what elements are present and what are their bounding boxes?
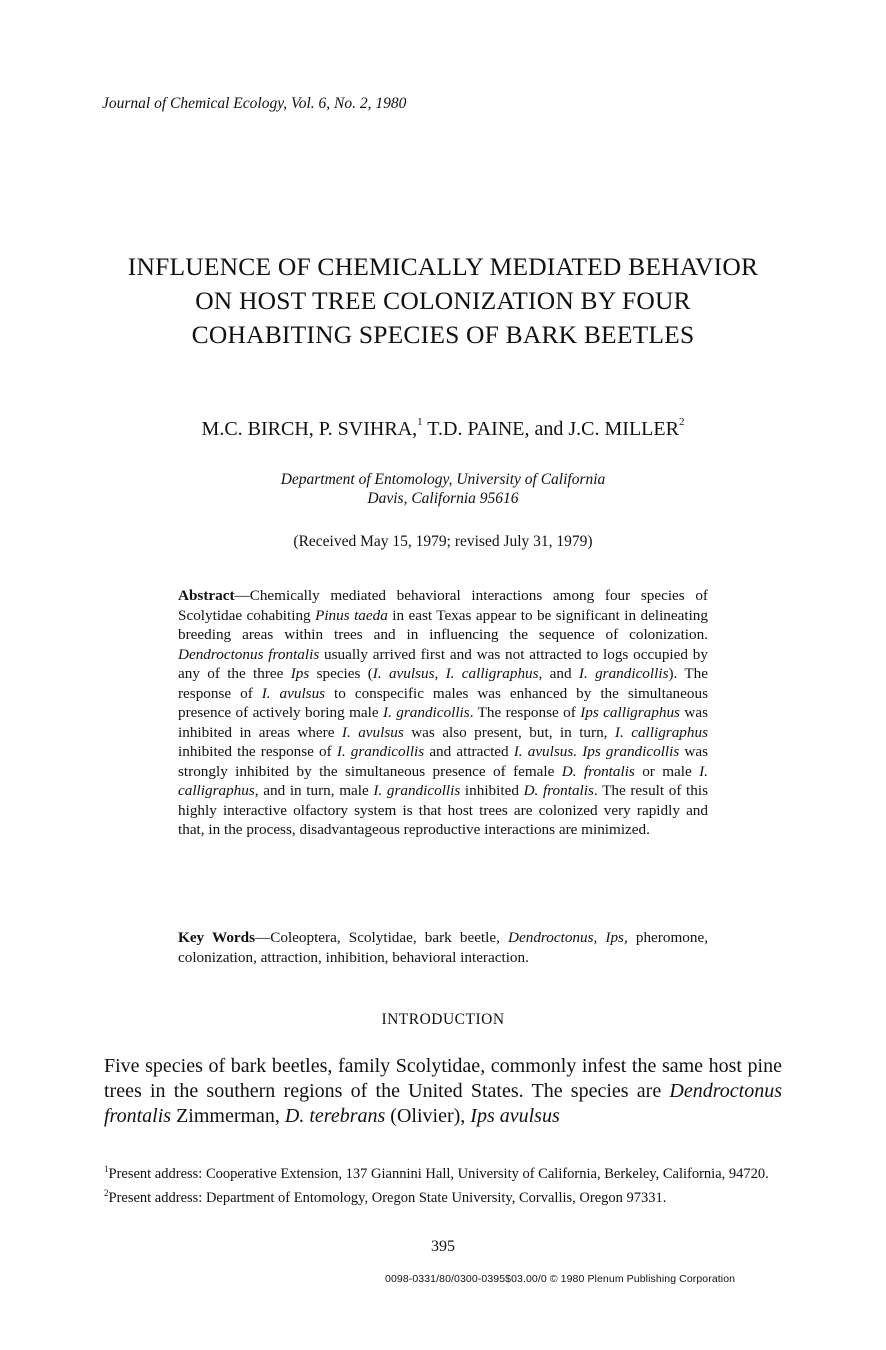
abstract-text: and attracted — [424, 743, 514, 760]
species-name: I. avulsus. Ips grandicollis — [513, 743, 680, 760]
abstract — [178, 586, 708, 840]
abstract-text: . The response of — [469, 704, 581, 721]
species-name: Pinus taeda — [315, 606, 388, 624]
key-words-text: pheromone, colonization, attraction, inhibition, behavioral interaction. — [178, 929, 708, 966]
abstract-text: species ( — [309, 665, 373, 682]
title-line: INFLUENCE OF CHEMICALLY MEDIATED BEHAVIOR — [127, 252, 759, 281]
introduction-text — [104, 1054, 782, 1129]
abstract-text: usually arrived first and was not attracted to logs occupied by any of the three — [178, 645, 708, 682]
body-text: (Olivier), — [385, 1105, 471, 1127]
species-name: I. calligraphus — [178, 762, 708, 799]
title-line: ON HOST TREE COLONIZATION BY FOUR — [195, 286, 691, 315]
key-words — [178, 928, 708, 967]
body-text: Five species of bark beetles, family Scolytidae, commonly infest the same host pine trees in the southern regions of the United States. The species are — [104, 1055, 782, 1102]
species-name: I. grandicollis — [383, 704, 470, 721]
affiliation-line: Davis, California 95616 — [367, 490, 519, 507]
footnote-2 — [104, 1184, 782, 1208]
authors-part: T.D. PAINE, and J.C. MILLER — [422, 418, 679, 440]
species-name: I. grandicollis — [336, 743, 425, 760]
journal-citation: Journal of Chemical Ecology, Vol. 6, No. 2, 1980 — [102, 95, 407, 112]
title-line: COHABITING SPECIES OF BARK BEETLES — [191, 320, 695, 349]
abstract-text: was also present, but, in turn, — [403, 723, 615, 741]
footnote-marker: 2 — [678, 416, 685, 429]
footnote-text: Present address: Cooperative Extension, 137 Giannini Hall, University of California, Berkeley, California, 94720. — [108, 1165, 769, 1182]
footnote-1 — [104, 1160, 782, 1184]
abstract-text: was strongly inhibited by the simultaneous presence of female — [178, 743, 709, 780]
species-name: I. avulsus — [261, 684, 326, 702]
species-name: D. frontalis — [561, 762, 635, 780]
species-name: Dendroctonus frontalis — [178, 645, 320, 663]
key-words-label: Key Words — [178, 929, 256, 946]
body-text: Zimmerman, — [171, 1105, 285, 1127]
abstract-text: , and in turn, male — [254, 782, 374, 799]
abstract-text: . The result of this highly interactive olfactory system is that host trees are colonized very rapidly and that, in the process, disadvantageous reproductive interactions are minimized. — [178, 782, 708, 838]
copyright-line: 0098-0331/80/0300-0395$03.00/0 © 1980 Plenum Publishing Corporation — [385, 1273, 736, 1285]
footnote-marker: 1 — [104, 1164, 109, 1174]
genus-names: Dendroctonus, Ips, — [508, 929, 628, 946]
abstract-text: in east Texas appear to be significant in delineating breeding areas within trees and in influencing the sequence of colonization. — [178, 606, 708, 643]
affiliation-line: Department of Entomology, University of California — [280, 471, 606, 488]
footnotes — [104, 1160, 782, 1208]
species-name: Dendroctonus frontalis — [104, 1080, 782, 1127]
section-heading: INTRODUCTION — [381, 1011, 505, 1028]
footnote-marker: 2 — [104, 1187, 109, 1198]
footnote-marker: 1 — [417, 416, 423, 429]
abstract-text: inhibited the response of — [178, 743, 337, 760]
author-list — [60, 418, 826, 441]
species-name: D. terebrans — [284, 1105, 386, 1127]
species-name: D. frontalis — [523, 782, 594, 799]
abstract-text: was inhibited in areas where — [178, 704, 708, 741]
received-dates: (Received May 15, 1979; revised July 31, 1979) — [293, 533, 593, 550]
paper-title — [60, 250, 826, 352]
species-name: Ips avulsus — [470, 1105, 560, 1127]
species-name: Ips calligraphus — [580, 704, 680, 721]
species-name: I. grandicollis — [578, 665, 669, 682]
abstract-text: to conspecific males was enhanced by the simultaneous presence of actively boring male — [178, 684, 708, 721]
abstract-text: ). The response of — [178, 665, 708, 702]
abstract-label: Abstract — [178, 587, 235, 604]
abstract-text: —Chemically mediated behavioral interactions among four species of Scolytidae cohabiting — [178, 587, 708, 624]
key-words-text: —Coleoptera, Scolytidae, bark beetle, — [255, 929, 509, 946]
species-name: I. calligraphus — [614, 723, 708, 741]
species-name: I. grandicollis — [373, 782, 461, 799]
species-name: I. avulsus — [341, 723, 404, 741]
species-name: I. avulsus, I. calligraphus, — [372, 665, 543, 682]
authors-part: M.C. BIRCH, P. SVIHRA, — [201, 418, 418, 440]
page-number: 395 — [431, 1238, 455, 1255]
abstract-text: or male — [634, 762, 700, 780]
abstract-text: inhibited — [460, 782, 524, 799]
abstract-text: and — [542, 665, 579, 682]
footnote-text: Present address: Department of Entomology, Oregon State University, Corvallis, Oregon 97331. — [108, 1189, 667, 1206]
affiliation — [60, 470, 826, 508]
species-name: Ips — [290, 665, 310, 682]
